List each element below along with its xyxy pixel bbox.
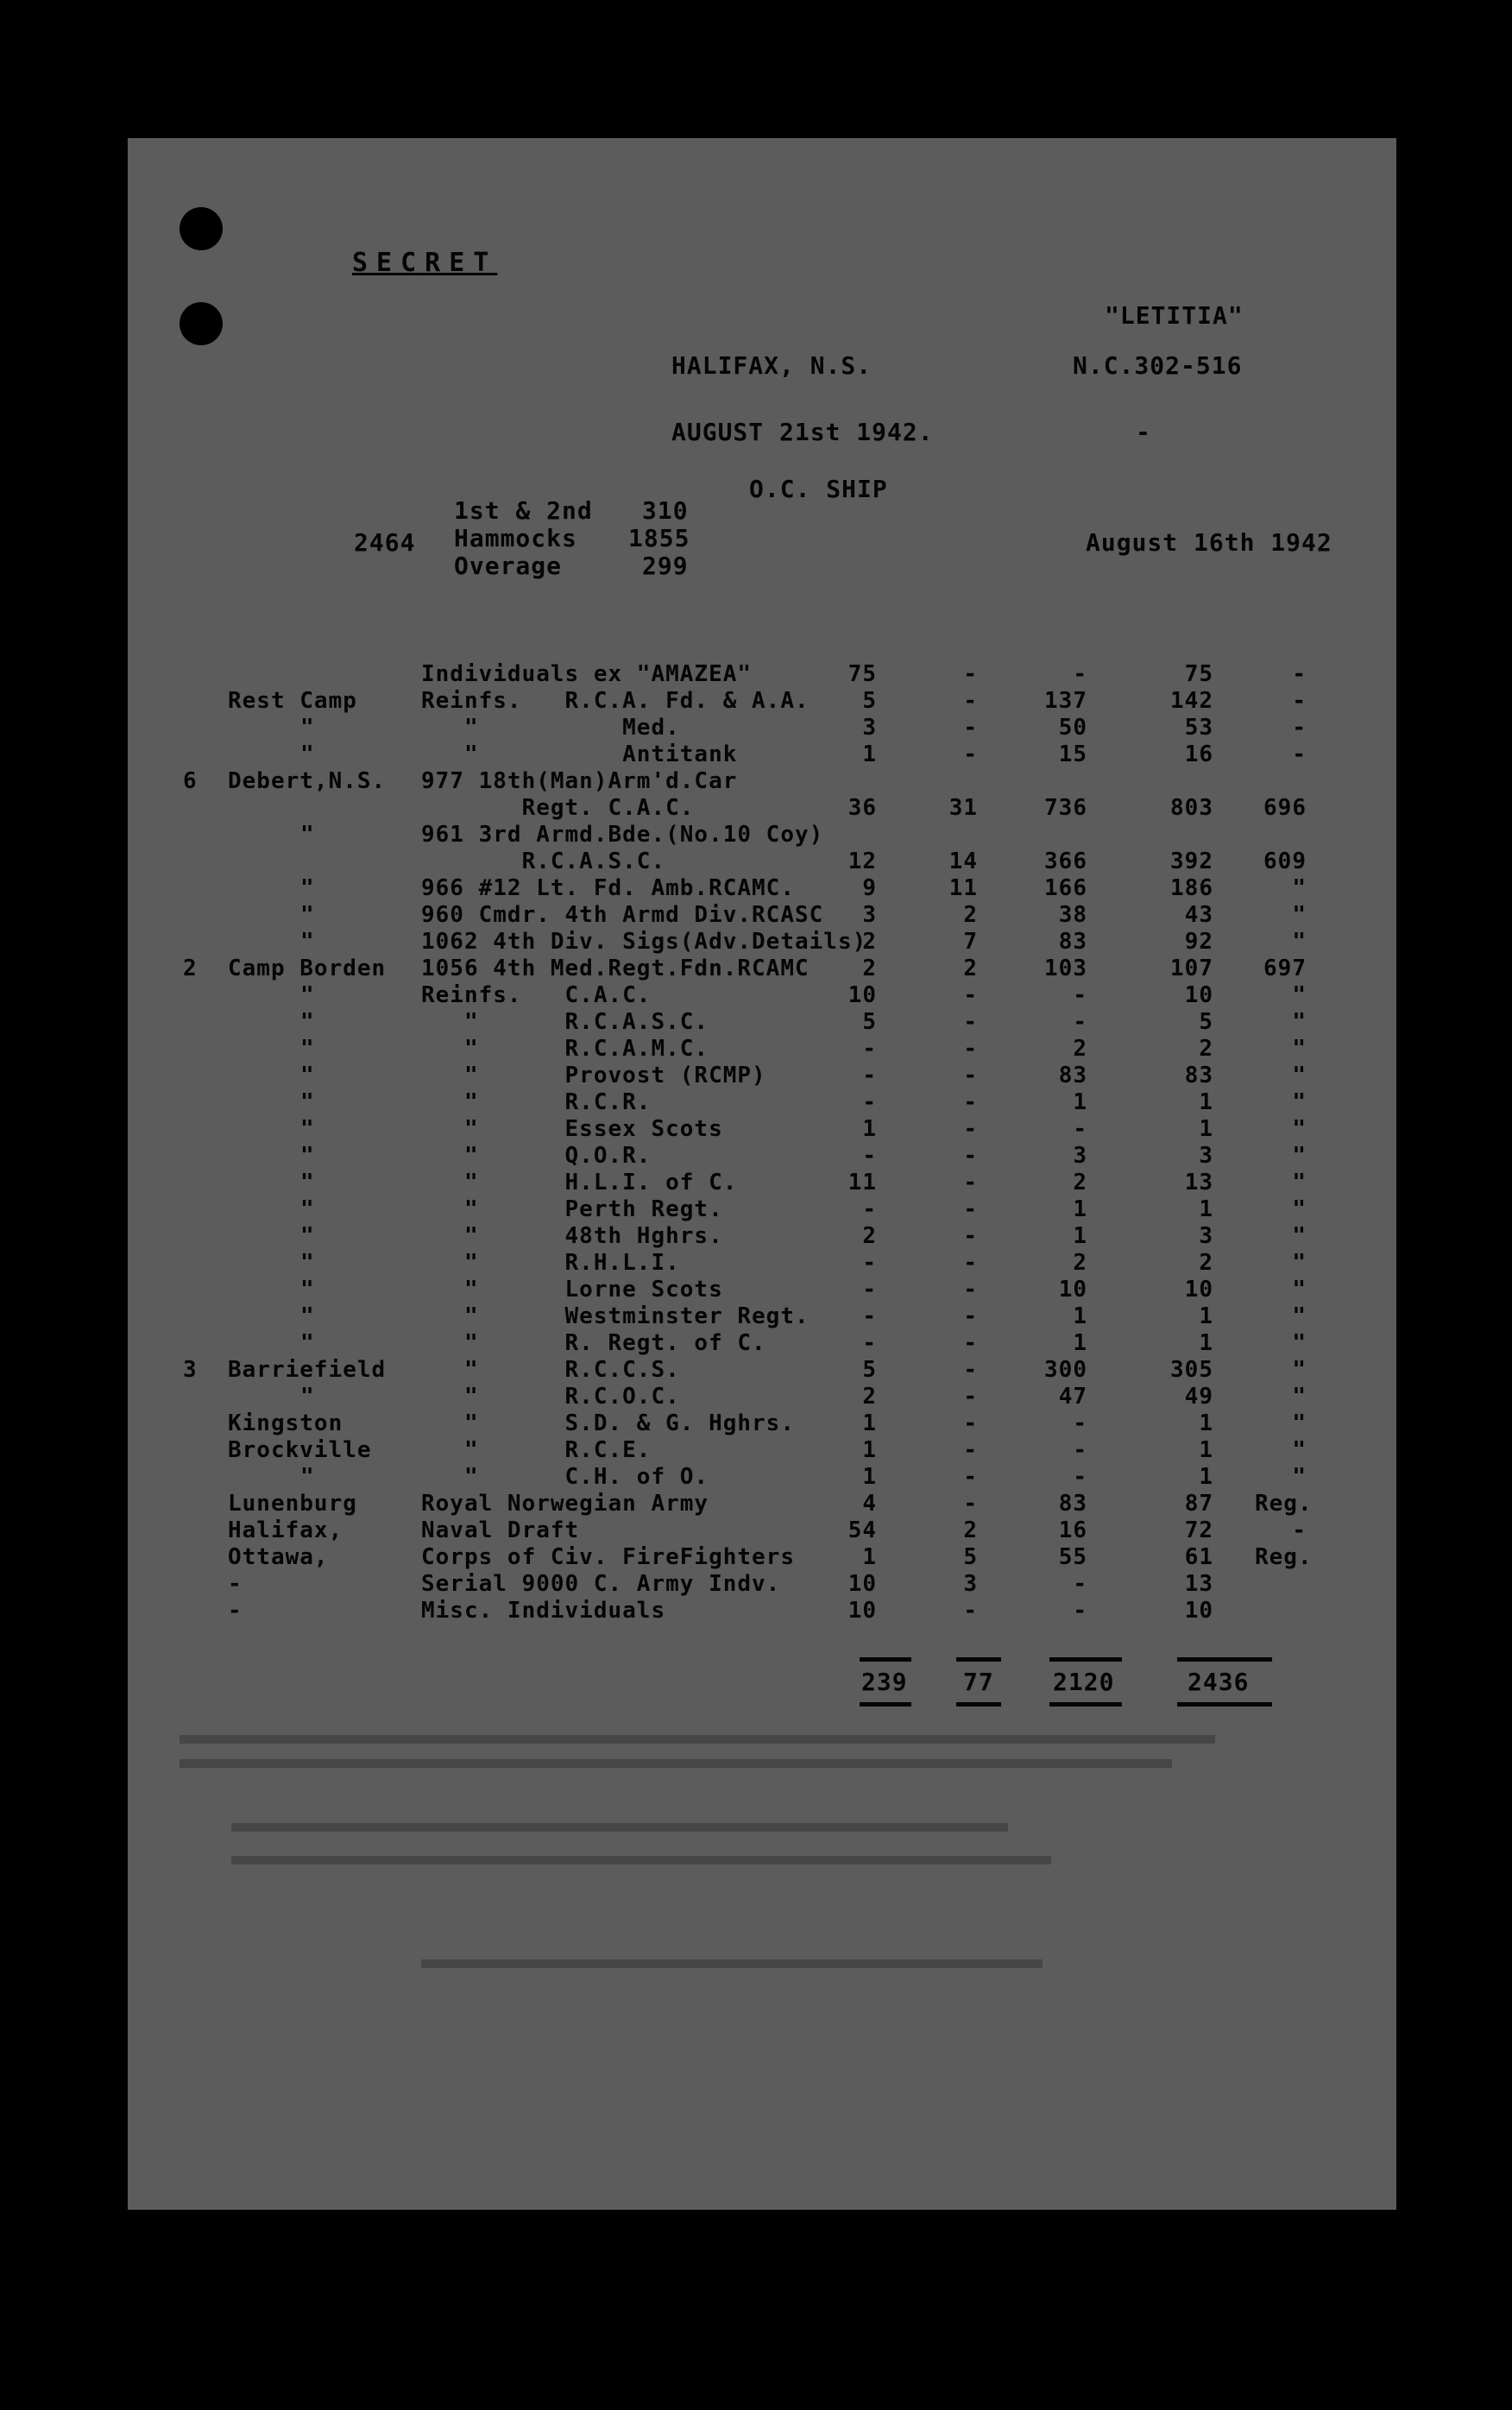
- row-col4: 1: [1199, 1410, 1213, 1436]
- row-unit: " Perth Regt.: [421, 1196, 723, 1222]
- row-col3: 16: [1058, 1517, 1087, 1543]
- row-col2: 2: [963, 956, 978, 981]
- row-place: ": [300, 982, 315, 1008]
- row-col1: 5: [862, 1009, 877, 1035]
- row-col2: 31: [948, 795, 978, 821]
- row-unit: " S.D. & G. Hghrs.: [421, 1410, 795, 1436]
- row-col4: 87: [1184, 1491, 1213, 1517]
- row-col2: -: [963, 1410, 978, 1436]
- row-col4: 53: [1184, 715, 1213, 741]
- row-col1: 10: [847, 1598, 877, 1624]
- row-col2: 11: [948, 875, 978, 901]
- row-col5: Reg.: [1255, 1544, 1313, 1570]
- row-col3: 10: [1058, 1277, 1087, 1303]
- row-col3: -: [1073, 1598, 1087, 1624]
- row-unit: Reinfs. C.A.C.: [421, 982, 652, 1008]
- row-unit: 960 Cmdr. 4th Armd Div.RCASC: [421, 902, 824, 928]
- place-heading: HALIFAX, N.S.: [671, 351, 873, 380]
- punch-hole: [180, 207, 223, 250]
- row-col2: -: [963, 1036, 978, 1062]
- row-place: ": [300, 1196, 315, 1222]
- row-col1: 1: [862, 1544, 877, 1570]
- row-place: ": [300, 1170, 315, 1196]
- row-place: -: [228, 1571, 243, 1597]
- row-col2: -: [963, 1598, 978, 1624]
- row-col5: ": [1292, 1009, 1307, 1035]
- row-col5: ": [1292, 902, 1307, 928]
- row-col3: -: [1073, 1571, 1087, 1597]
- row-unit: 1062 4th Div. Sigs(Adv.Details): [421, 929, 867, 955]
- row-place: ": [300, 1277, 315, 1303]
- row-col1: 54: [847, 1517, 877, 1543]
- row-col3: 2: [1073, 1250, 1087, 1276]
- reference-number: N.C.302-516: [1073, 351, 1243, 380]
- row-col4: 3: [1199, 1143, 1213, 1169]
- row-col4: 5: [1199, 1009, 1213, 1035]
- row-col2: -: [963, 1357, 978, 1383]
- row-unit: " R.H.L.I.: [421, 1250, 680, 1276]
- row-col3: -: [1073, 1437, 1087, 1463]
- row-col5: ": [1292, 1277, 1307, 1303]
- row-col2: -: [963, 1223, 978, 1249]
- total-double-rule: [956, 1702, 1001, 1707]
- row-col2: -: [963, 688, 978, 714]
- row-unit: Misc. Individuals: [421, 1598, 666, 1624]
- row-unit: " Antitank: [421, 741, 738, 767]
- row-unit: " R.C.R.: [421, 1089, 652, 1115]
- row-unit: " R.C.O.C.: [421, 1384, 680, 1410]
- row-col3: -: [1073, 1009, 1087, 1035]
- row-col5: ": [1292, 982, 1307, 1008]
- row-col4: 10: [1184, 1598, 1213, 1624]
- row-col2: 7: [963, 929, 978, 955]
- row-col3: -: [1073, 1116, 1087, 1142]
- row-col1: -: [862, 1089, 877, 1115]
- row-col1: 2: [862, 1384, 877, 1410]
- row-col1: -: [862, 1036, 877, 1062]
- row-col4: 1: [1199, 1196, 1213, 1222]
- row-col5: -: [1292, 661, 1307, 687]
- row-col5: ": [1292, 1223, 1307, 1249]
- row-col3: 300: [1044, 1357, 1087, 1383]
- row-col4: 92: [1184, 929, 1213, 955]
- berths-total: 2464: [354, 528, 416, 557]
- row-unit: Corps of Civ. FireFighters: [421, 1544, 795, 1570]
- total-double-rule: [1049, 1702, 1122, 1707]
- row-col5: ": [1292, 1063, 1307, 1088]
- row-col5: ": [1292, 1196, 1307, 1222]
- row-col3: -: [1073, 1464, 1087, 1490]
- row-unit: " Essex Scots: [421, 1116, 723, 1142]
- row-col2: -: [963, 1170, 978, 1196]
- total-rule: [1049, 1657, 1122, 1662]
- row-col3: 38: [1058, 902, 1087, 928]
- row-col5: 697: [1263, 956, 1307, 981]
- row-col5: ": [1292, 1036, 1307, 1062]
- total-c4: 2436: [1188, 1668, 1250, 1696]
- row-col5: ": [1292, 1089, 1307, 1115]
- row-col3: 103: [1044, 956, 1087, 981]
- row-col1: 2: [862, 929, 877, 955]
- row-col4: 1: [1199, 1437, 1213, 1463]
- row-place: ": [300, 741, 315, 767]
- row-col3: 3: [1073, 1143, 1087, 1169]
- row-unit: Individuals ex "AMAZEA": [421, 661, 753, 687]
- row-col3: -: [1073, 661, 1087, 687]
- row-col4: 142: [1170, 688, 1213, 714]
- row-col3: -: [1073, 982, 1087, 1008]
- row-place: Camp Borden: [228, 956, 387, 981]
- row-col4: 3: [1199, 1223, 1213, 1249]
- bleed-through-text: [180, 1735, 1215, 1744]
- row-col4: 1: [1199, 1464, 1213, 1490]
- row-col2: -: [963, 1277, 978, 1303]
- total-double-rule: [860, 1702, 911, 1707]
- row-col5: 696: [1263, 795, 1307, 821]
- row-col4: 392: [1170, 849, 1213, 874]
- row-place: -: [228, 1598, 243, 1624]
- row-col5: -: [1292, 741, 1307, 767]
- row-col4: 72: [1184, 1517, 1213, 1543]
- document-page: [128, 138, 1396, 2210]
- row-col3: 83: [1058, 929, 1087, 955]
- row-col4: 83: [1184, 1063, 1213, 1088]
- row-col1: 36: [847, 795, 877, 821]
- row-col5: ": [1292, 1250, 1307, 1276]
- row-place: ": [300, 875, 315, 901]
- row-col3: 1: [1073, 1223, 1087, 1249]
- row-col5: ": [1292, 1116, 1307, 1142]
- row-col1: 10: [847, 1571, 877, 1597]
- row-col4: 1: [1199, 1330, 1213, 1356]
- row-col3: 2: [1073, 1170, 1087, 1196]
- dash-mark: -: [1136, 418, 1151, 446]
- row-col3: 50: [1058, 715, 1087, 741]
- row-unit: 1056 4th Med.Regt.Fdn.RCAMC: [421, 956, 810, 981]
- row-col1: 2: [862, 956, 877, 981]
- row-place: ": [300, 1116, 315, 1142]
- row-unit: " 48th Hghrs.: [421, 1223, 723, 1249]
- total-c2: 77: [963, 1668, 994, 1696]
- total-c1: 239: [861, 1668, 908, 1696]
- row-place: ": [300, 929, 315, 955]
- row-place: ": [300, 1223, 315, 1249]
- row-unit: Naval Draft: [421, 1517, 580, 1543]
- berth-value: 310: [642, 496, 689, 525]
- row-col4: 305: [1170, 1357, 1213, 1383]
- total-rule: [956, 1657, 1001, 1662]
- row-col2: -: [963, 1009, 978, 1035]
- row-place: ": [300, 1384, 315, 1410]
- row-col5: ": [1292, 1143, 1307, 1169]
- row-col3: 15: [1058, 741, 1087, 767]
- row-unit: " R.C.C.S.: [421, 1357, 680, 1383]
- row-place: Ottawa,: [228, 1544, 329, 1570]
- row-col1: -: [862, 1143, 877, 1169]
- row-col3: -: [1073, 1410, 1087, 1436]
- row-col2: -: [963, 1196, 978, 1222]
- row-col2: -: [963, 1384, 978, 1410]
- row-col4: 61: [1184, 1544, 1213, 1570]
- row-col1: -: [862, 1303, 877, 1329]
- row-col3: 366: [1044, 849, 1087, 874]
- row-col4: 43: [1184, 902, 1213, 928]
- row-col1: 3: [862, 902, 877, 928]
- row-number: 6: [183, 768, 198, 794]
- bleed-through-text: [231, 1823, 1008, 1832]
- row-col1: 1: [862, 1437, 877, 1463]
- row-col5: ": [1292, 929, 1307, 955]
- row-col1: 1: [862, 741, 877, 767]
- row-unit: 961 3rd Armd.Bde.(No.10 Coy): [421, 822, 824, 848]
- row-unit: Royal Norwegian Army: [421, 1491, 709, 1517]
- row-col2: 2: [963, 902, 978, 928]
- row-place: Lunenburg: [228, 1491, 357, 1517]
- row-unit: Reinfs. R.C.A. Fd. & A.A.: [421, 688, 810, 714]
- row-col1: 11: [847, 1170, 877, 1196]
- row-col4: 10: [1184, 1277, 1213, 1303]
- row-place: ": [300, 1089, 315, 1115]
- row-unit: 977 18th(Man)Arm'd.Car: [421, 768, 738, 794]
- row-col5: ": [1292, 875, 1307, 901]
- row-col4: 1: [1199, 1116, 1213, 1142]
- row-col2: -: [963, 1330, 978, 1356]
- row-place: Rest Camp: [228, 688, 357, 714]
- row-col1: 10: [847, 982, 877, 1008]
- document-date: AUGUST 21st 1942.: [671, 418, 934, 446]
- row-unit: " Lorne Scots: [421, 1277, 723, 1303]
- row-col3: 1: [1073, 1330, 1087, 1356]
- row-col5: ": [1292, 1357, 1307, 1383]
- row-col3: 83: [1058, 1063, 1087, 1088]
- row-col2: -: [963, 1437, 978, 1463]
- row-col2: -: [963, 741, 978, 767]
- row-col2: -: [963, 1089, 978, 1115]
- row-col4: 49: [1184, 1384, 1213, 1410]
- row-col2: -: [963, 1116, 978, 1142]
- row-col3: 83: [1058, 1491, 1087, 1517]
- row-place: ": [300, 715, 315, 741]
- row-col3: 137: [1044, 688, 1087, 714]
- ship-name: "LETITIA": [1105, 301, 1244, 330]
- total-rule: [860, 1657, 911, 1662]
- row-col3: 55: [1058, 1544, 1087, 1570]
- row-col2: -: [963, 1491, 978, 1517]
- row-col3: 47: [1058, 1384, 1087, 1410]
- row-place: ": [300, 1009, 315, 1035]
- row-place: ": [300, 902, 315, 928]
- row-unit: " Q.O.R.: [421, 1143, 652, 1169]
- row-col4: 1: [1199, 1303, 1213, 1329]
- row-col1: 5: [862, 688, 877, 714]
- row-unit: " H.L.I. of C.: [421, 1170, 738, 1196]
- row-unit: 966 #12 Lt. Fd. Amb.RCAMC.: [421, 875, 795, 901]
- row-col4: 13: [1184, 1170, 1213, 1196]
- bleed-through-text: [180, 1759, 1172, 1768]
- row-col5: ": [1292, 1170, 1307, 1196]
- row-col2: 14: [948, 849, 978, 874]
- row-col1: -: [862, 1063, 877, 1088]
- row-place: ": [300, 822, 315, 848]
- row-unit: " C.H. of O.: [421, 1464, 709, 1490]
- row-col1: 1: [862, 1116, 877, 1142]
- classification-heading: SECRET: [352, 248, 498, 278]
- row-unit: " R.C.E.: [421, 1437, 652, 1463]
- total-double-rule: [1177, 1702, 1272, 1707]
- row-col5: ": [1292, 1437, 1307, 1463]
- row-col3: 1: [1073, 1196, 1087, 1222]
- row-col2: -: [963, 982, 978, 1008]
- row-col4: 1: [1199, 1089, 1213, 1115]
- row-col5: ": [1292, 1384, 1307, 1410]
- row-col5: ": [1292, 1410, 1307, 1436]
- row-col4: 13: [1184, 1571, 1213, 1597]
- row-col3: 736: [1044, 795, 1087, 821]
- row-unit: " Provost (RCMP): [421, 1063, 766, 1088]
- row-col4: 2: [1199, 1250, 1213, 1276]
- row-col1: 12: [847, 849, 877, 874]
- row-col2: -: [963, 1464, 978, 1490]
- row-col1: 75: [847, 661, 877, 687]
- berth-label: 1st & 2nd: [454, 496, 593, 525]
- row-col1: 1: [862, 1464, 877, 1490]
- row-col3: 2: [1073, 1036, 1087, 1062]
- row-col4: 16: [1184, 741, 1213, 767]
- row-col4: 75: [1184, 661, 1213, 687]
- row-unit: " R.C.A.M.C.: [421, 1036, 709, 1062]
- previous-date: August 16th 1942: [1086, 528, 1332, 557]
- row-number: 3: [183, 1357, 198, 1383]
- row-col1: 9: [862, 875, 877, 901]
- row-col2: 3: [963, 1571, 978, 1597]
- bleed-through-text: [231, 1856, 1051, 1864]
- row-col1: 5: [862, 1357, 877, 1383]
- row-number: 2: [183, 956, 198, 981]
- row-col5: -: [1292, 688, 1307, 714]
- row-place: ": [300, 1063, 315, 1088]
- row-col1: -: [862, 1196, 877, 1222]
- row-col4: 803: [1170, 795, 1213, 821]
- row-col1: 3: [862, 715, 877, 741]
- row-col3: 166: [1044, 875, 1087, 901]
- row-col1: 4: [862, 1491, 877, 1517]
- row-place: ": [300, 1143, 315, 1169]
- total-rule: [1177, 1657, 1272, 1662]
- row-col2: -: [963, 1250, 978, 1276]
- berth-value: 299: [642, 552, 689, 580]
- row-place: ": [300, 1330, 315, 1356]
- row-col1: -: [862, 1330, 877, 1356]
- row-col4: 2: [1199, 1036, 1213, 1062]
- row-col5: -: [1292, 1517, 1307, 1543]
- row-col5: ": [1292, 1330, 1307, 1356]
- row-unit: " Med.: [421, 715, 680, 741]
- berth-label: Overage: [454, 552, 563, 580]
- row-col5: 609: [1263, 849, 1307, 874]
- berth-label: Hammocks: [454, 524, 577, 552]
- row-col5: -: [1292, 715, 1307, 741]
- total-c3: 2120: [1053, 1668, 1115, 1696]
- row-place: Halifax,: [228, 1517, 343, 1543]
- punch-hole: [180, 302, 223, 345]
- row-col5: Reg.: [1255, 1491, 1313, 1517]
- row-col1: -: [862, 1277, 877, 1303]
- row-place: Brockville: [228, 1437, 372, 1463]
- bleed-through-text: [421, 1959, 1043, 1968]
- berth-value: 1855: [628, 524, 690, 552]
- row-unit: " R. Regt. of C.: [421, 1330, 766, 1356]
- row-col3: 1: [1073, 1089, 1087, 1115]
- row-col2: -: [963, 1143, 978, 1169]
- row-place: Barriefield: [228, 1357, 387, 1383]
- row-col5: ": [1292, 1303, 1307, 1329]
- oc-ship-heading: O.C. SHIP: [749, 475, 888, 503]
- row-col2: -: [963, 1063, 978, 1088]
- row-col2: -: [963, 661, 978, 687]
- row-col2: -: [963, 1303, 978, 1329]
- row-col4: 107: [1170, 956, 1213, 981]
- row-unit: Regt. C.A.C.: [421, 795, 695, 821]
- row-col4: 186: [1170, 875, 1213, 901]
- row-place: Kingston: [228, 1410, 343, 1436]
- row-place: ": [300, 1303, 315, 1329]
- row-unit: " R.C.A.S.C.: [421, 1009, 709, 1035]
- row-col3: 1: [1073, 1303, 1087, 1329]
- row-place: ": [300, 1250, 315, 1276]
- row-unit: Serial 9000 C. Army Indv.: [421, 1571, 781, 1597]
- row-col2: 5: [963, 1544, 978, 1570]
- row-unit: R.C.A.S.C.: [421, 849, 666, 874]
- row-col1: 2: [862, 1223, 877, 1249]
- row-col2: -: [963, 715, 978, 741]
- row-col4: 10: [1184, 982, 1213, 1008]
- row-col1: -: [862, 1250, 877, 1276]
- row-place: ": [300, 1036, 315, 1062]
- row-col5: ": [1292, 1464, 1307, 1490]
- row-col1: 1: [862, 1410, 877, 1436]
- row-place: ": [300, 1464, 315, 1490]
- row-unit: " Westminster Regt.: [421, 1303, 810, 1329]
- row-place: Debert,N.S.: [228, 768, 387, 794]
- row-col2: 2: [963, 1517, 978, 1543]
